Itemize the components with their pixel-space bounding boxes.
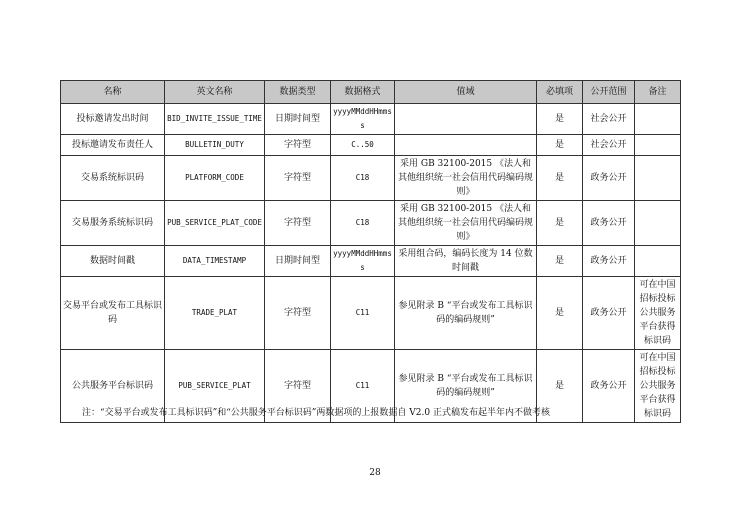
cell-data-type: 字符型: [265, 350, 331, 423]
cell-data-type: 字符型: [265, 135, 331, 156]
cell-public-scope: 政务公开: [583, 201, 635, 246]
cell-public-scope: 社会公开: [583, 135, 635, 156]
cell-remark: [635, 135, 681, 156]
cell-required: 是: [537, 156, 583, 201]
cell-en-name: PUB_SERVICE_PLAT_CODE: [165, 201, 265, 246]
cell-name: 投标邀请发出时间: [61, 104, 165, 135]
table-row: [61, 135, 681, 156]
header-en-name: 英文名称: [165, 81, 265, 104]
cell-data-type: 字符型: [265, 156, 331, 201]
cell-data-format: C18: [331, 156, 395, 201]
cell-remark: 可在中国招标投标公共服务平台获得标识码: [635, 277, 681, 350]
header-value-range: 值域: [395, 81, 537, 104]
cell-required: 是: [537, 135, 583, 156]
cell-public-scope: 政务公开: [583, 246, 635, 277]
cell-name: 交易平台或发布工具标识码: [61, 277, 165, 350]
page-number: 28: [369, 468, 381, 478]
cell-remark: [635, 246, 681, 277]
cell-data-format: C18: [331, 201, 395, 246]
cell-data-type: 字符型: [265, 277, 331, 350]
header-data-format: 数据格式: [331, 81, 395, 104]
cell-name: 交易服务系统标识码: [61, 201, 165, 246]
cell-value-range: [395, 104, 537, 135]
cell-required: 是: [537, 246, 583, 277]
cell-value-range: 参见附录 B “平台或发布工具标识码的编码规则”: [395, 277, 537, 350]
cell-data-format: C11: [331, 277, 395, 350]
table-row: [61, 104, 681, 135]
cell-data-type: 日期时间型: [265, 246, 331, 277]
cell-name: 公共服务平台标识码: [61, 350, 165, 423]
cell-en-name: BULLETIN_DUTY: [165, 135, 265, 156]
cell-name: 投标邀请发布责任人: [61, 135, 165, 156]
cell-public-scope: 社会公开: [583, 104, 635, 135]
table-row: [61, 246, 681, 277]
cell-data-type: 字符型: [265, 201, 331, 246]
cell-required: 是: [537, 201, 583, 246]
header-remark: 备注: [635, 81, 681, 104]
cell-value-range: 采用 GB 32100-2015 《法人和其他组织统一社会信用代码编码规则》: [395, 201, 537, 246]
table-footnote: 注：“交易平台或发布工具标识码”和“公共服务平台标识码”两数据项的上报数据自 V2.0 正式稿发布起半年内不做考核: [82, 408, 550, 418]
cell-name: 数据时间戳: [61, 246, 165, 277]
cell-required: 是: [537, 350, 583, 423]
table-row: [61, 201, 681, 246]
cell-value-range: 参见附录 B “平台或发布工具标识码的编码规则”: [395, 350, 537, 423]
cell-name: 交易系统标识码: [61, 156, 165, 201]
cell-remark: [635, 201, 681, 246]
cell-public-scope: 政务公开: [583, 156, 635, 201]
data-element-table: [60, 80, 681, 423]
table-row: [61, 156, 681, 201]
header-data-type: 数据类型: [265, 81, 331, 104]
cell-en-name: BID_INVITE_ISSUE_TIME: [165, 104, 265, 135]
cell-data-format: yyyyMMddHHmmss: [331, 104, 395, 135]
cell-public-scope: 政务公开: [583, 277, 635, 350]
cell-en-name: TRADE_PLAT: [165, 277, 265, 350]
cell-data-format: yyyyMMddHHmmss: [331, 246, 395, 277]
table-row: [61, 277, 681, 350]
cell-data-type: 日期时间型: [265, 104, 331, 135]
cell-value-range: 采用 GB 32100-2015 《法人和其他组织统一社会信用代码编码规则》: [395, 156, 537, 201]
cell-remark: [635, 156, 681, 201]
cell-required: 是: [537, 277, 583, 350]
cell-en-name: PUB_SERVICE_PLAT: [165, 350, 265, 423]
header-required: 必填项: [537, 81, 583, 104]
header-name: 名称: [61, 81, 165, 104]
cell-public-scope: 政务公开: [583, 350, 635, 423]
cell-required: 是: [537, 104, 583, 135]
cell-value-range: 采用组合码，编码长度为 14 位数时间戳: [395, 246, 537, 277]
cell-data-format: C11: [331, 350, 395, 423]
header-public-scope: 公开范围: [583, 81, 635, 104]
table-header-row: [61, 81, 681, 104]
cell-data-format: C..50: [331, 135, 395, 156]
cell-value-range: [395, 135, 537, 156]
cell-remark: 可在中国招标投标公共服务平台获得标识码: [635, 350, 681, 423]
cell-remark: [635, 104, 681, 135]
cell-en-name: DATA_TIMESTAMP: [165, 246, 265, 277]
cell-en-name: PLATFORM_CODE: [165, 156, 265, 201]
